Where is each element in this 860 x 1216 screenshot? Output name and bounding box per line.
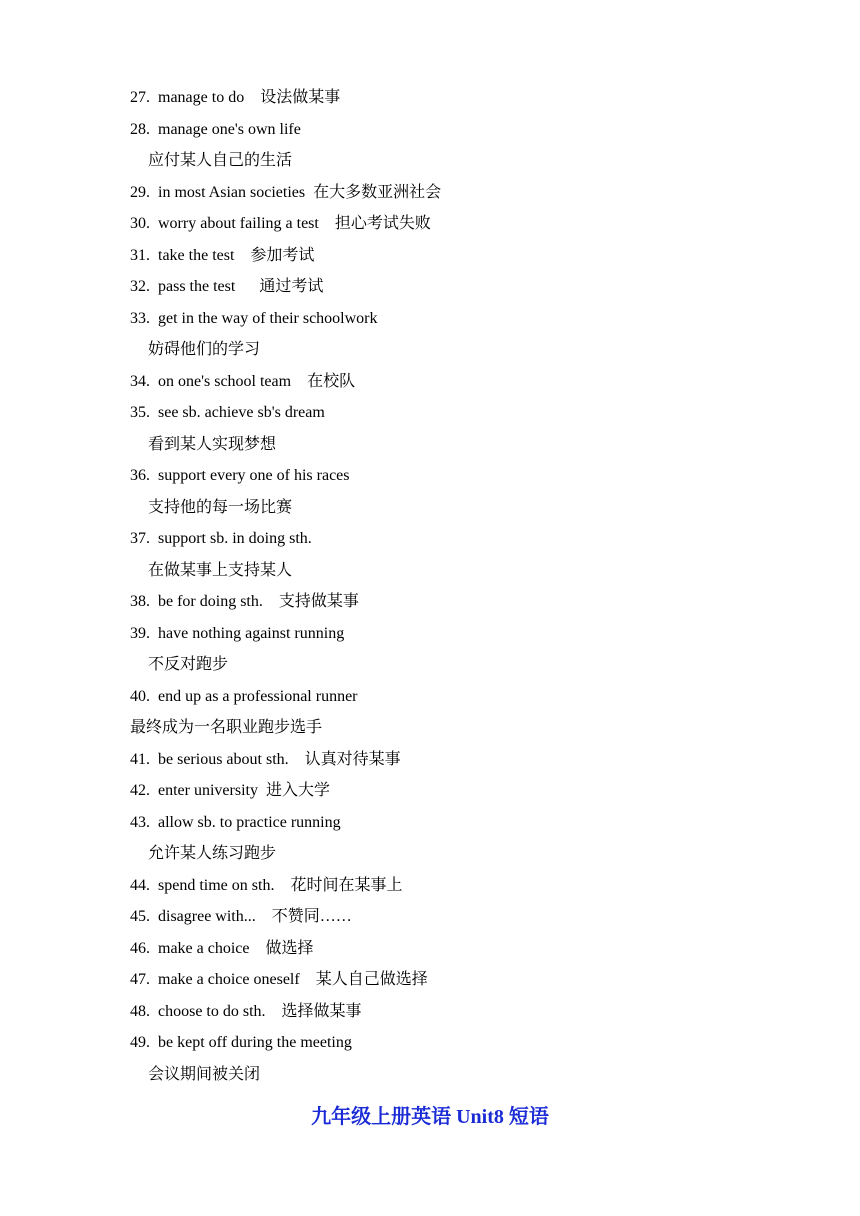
phrase-line: 42. enter university 进入大学 — [130, 782, 330, 799]
phrase-line: 39. have nothing against running — [130, 624, 345, 642]
phrase-line: 38. be for doing sth. 支持做某事 — [130, 593, 359, 610]
phrase-line: 43. allow sb. to practice running — [130, 813, 341, 831]
phrase-translation-line: 在做某事上支持某人 — [148, 561, 293, 579]
phrase-line: 47. make a choice oneself 某人自己做选择 — [130, 971, 428, 988]
phrase-line: 31. take the test 参加考试 — [130, 246, 315, 264]
phrase-translation-line: 看到某人实现梦想 — [148, 435, 277, 453]
phrase-translation-line: 妨碍他们的学习 — [148, 341, 261, 358]
phrase-translation-line: 支持他的每一场比赛 — [148, 498, 293, 516]
phrase-line: 48. choose to do sth. 选择做某事 — [130, 1002, 362, 1020]
phrase-line: 33. get in the way of their schoolwork — [130, 309, 378, 327]
phrase-line: 45. disagree with... 不赞同…… — [130, 908, 352, 925]
phrase-line: 32. pass the test 通过考试 — [130, 278, 324, 295]
phrase-translation-line: 应付某人自己的生活 — [148, 152, 293, 169]
phrase-line: 34. on one's school team 在校队 — [130, 372, 356, 390]
phrase-line: 37. support sb. in doing sth. — [130, 530, 312, 547]
phrase-line: 44. spend time on sth. 花时间在某事上 — [130, 876, 403, 894]
phrase-line: 30. worry about failing a test 担心考试失败 — [130, 215, 431, 232]
phrase-line: 28. manage one's own life — [130, 120, 301, 138]
phrase-translation-line: 允许某人练习跑步 — [148, 845, 277, 862]
phrase-translation-line: 不反对跑步 — [148, 656, 229, 673]
phrase-line: 36. support every one of his races — [130, 467, 350, 484]
phrase-line: 46. make a choice 做选择 — [130, 939, 314, 957]
phrase-line: 41. be serious about sth. 认真对待某事 — [130, 750, 401, 768]
phrase-line: 27. manage to do 设法做某事 — [130, 89, 341, 106]
section-title: 九年级上册英语 Unit8 短语 — [311, 1106, 549, 1128]
phrase-line: 35. see sb. achieve sb's dream — [130, 404, 325, 421]
phrase-line: 49. be kept off during the meeting — [130, 1034, 352, 1051]
phrase-line: 40. end up as a professional runner — [130, 687, 358, 705]
phrase-list — [130, 86, 770, 1094]
phrase-line: 29. in most Asian societies 在大多数亚洲社会 — [130, 183, 442, 201]
phrase-translation-line: 会议期间被关闭 — [148, 1065, 261, 1083]
phrase-line: 最终成为一名职业跑步选手 — [130, 719, 323, 736]
